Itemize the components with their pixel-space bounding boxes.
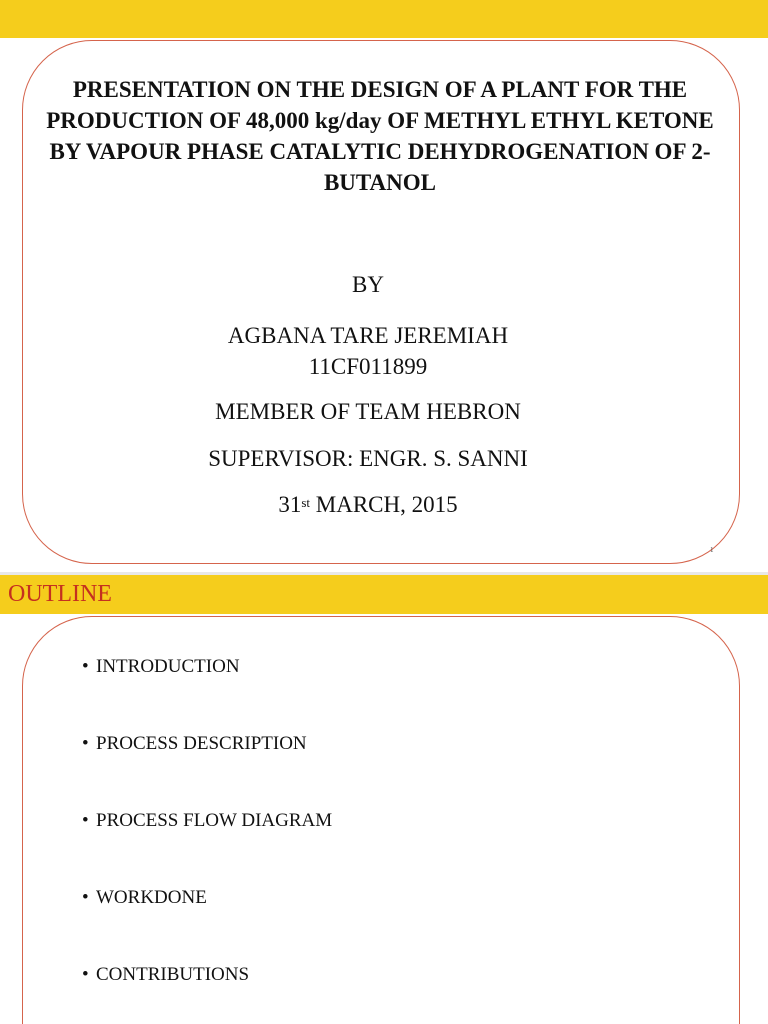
date-ordinal-suffix: st xyxy=(301,495,311,510)
list-item-label: CONTRIBUTIONS xyxy=(96,964,250,985)
list-item-label: PROCESS DESCRIPTION xyxy=(96,733,307,754)
bullet-icon: • xyxy=(82,656,89,677)
team-label: MEMBER OF TEAM HEBRON xyxy=(215,399,521,424)
author-id: 11CF011899 xyxy=(308,354,428,379)
list-item xyxy=(82,809,332,833)
author-name: AGBANA TARE JEREMIAH xyxy=(227,323,509,348)
date-month-year: MARCH, 2015 xyxy=(310,492,458,517)
top-accent-bar xyxy=(0,0,768,38)
date-day: 31 xyxy=(278,492,302,517)
outline-heading: OUTLINE xyxy=(0,575,768,614)
bullet-icon: • xyxy=(82,964,89,985)
list-item-label: PROCESS FLOW DIAGRAM xyxy=(96,810,333,831)
by-label: BY xyxy=(352,272,384,297)
bullet-icon: • xyxy=(82,810,89,831)
list-item xyxy=(82,886,207,910)
list-item xyxy=(82,963,249,987)
presentation-date xyxy=(0,491,736,519)
bullet-icon: • xyxy=(82,733,89,754)
supervisor-label: SUPERVISOR: ENGR. S. SANNI xyxy=(208,446,528,471)
list-item xyxy=(82,655,240,679)
list-item xyxy=(82,732,307,756)
presentation-title: PRESENTATION ON THE DESIGN OF A PLANT FOR THE PRODUCTION OF 48,000 kg/day OF METHYL ETHYL KETONE BY VAPOUR PHASE CATALYTIC DEHYDROGENATION OF 2-BUTANOL xyxy=(46,77,714,195)
slide-outline xyxy=(0,575,768,1024)
bullet-icon: • xyxy=(82,887,89,908)
list-item-label: INTRODUCTION xyxy=(96,656,240,677)
list-item-label: WORKDONE xyxy=(96,887,207,908)
slide-page-number: 1 xyxy=(710,546,714,554)
